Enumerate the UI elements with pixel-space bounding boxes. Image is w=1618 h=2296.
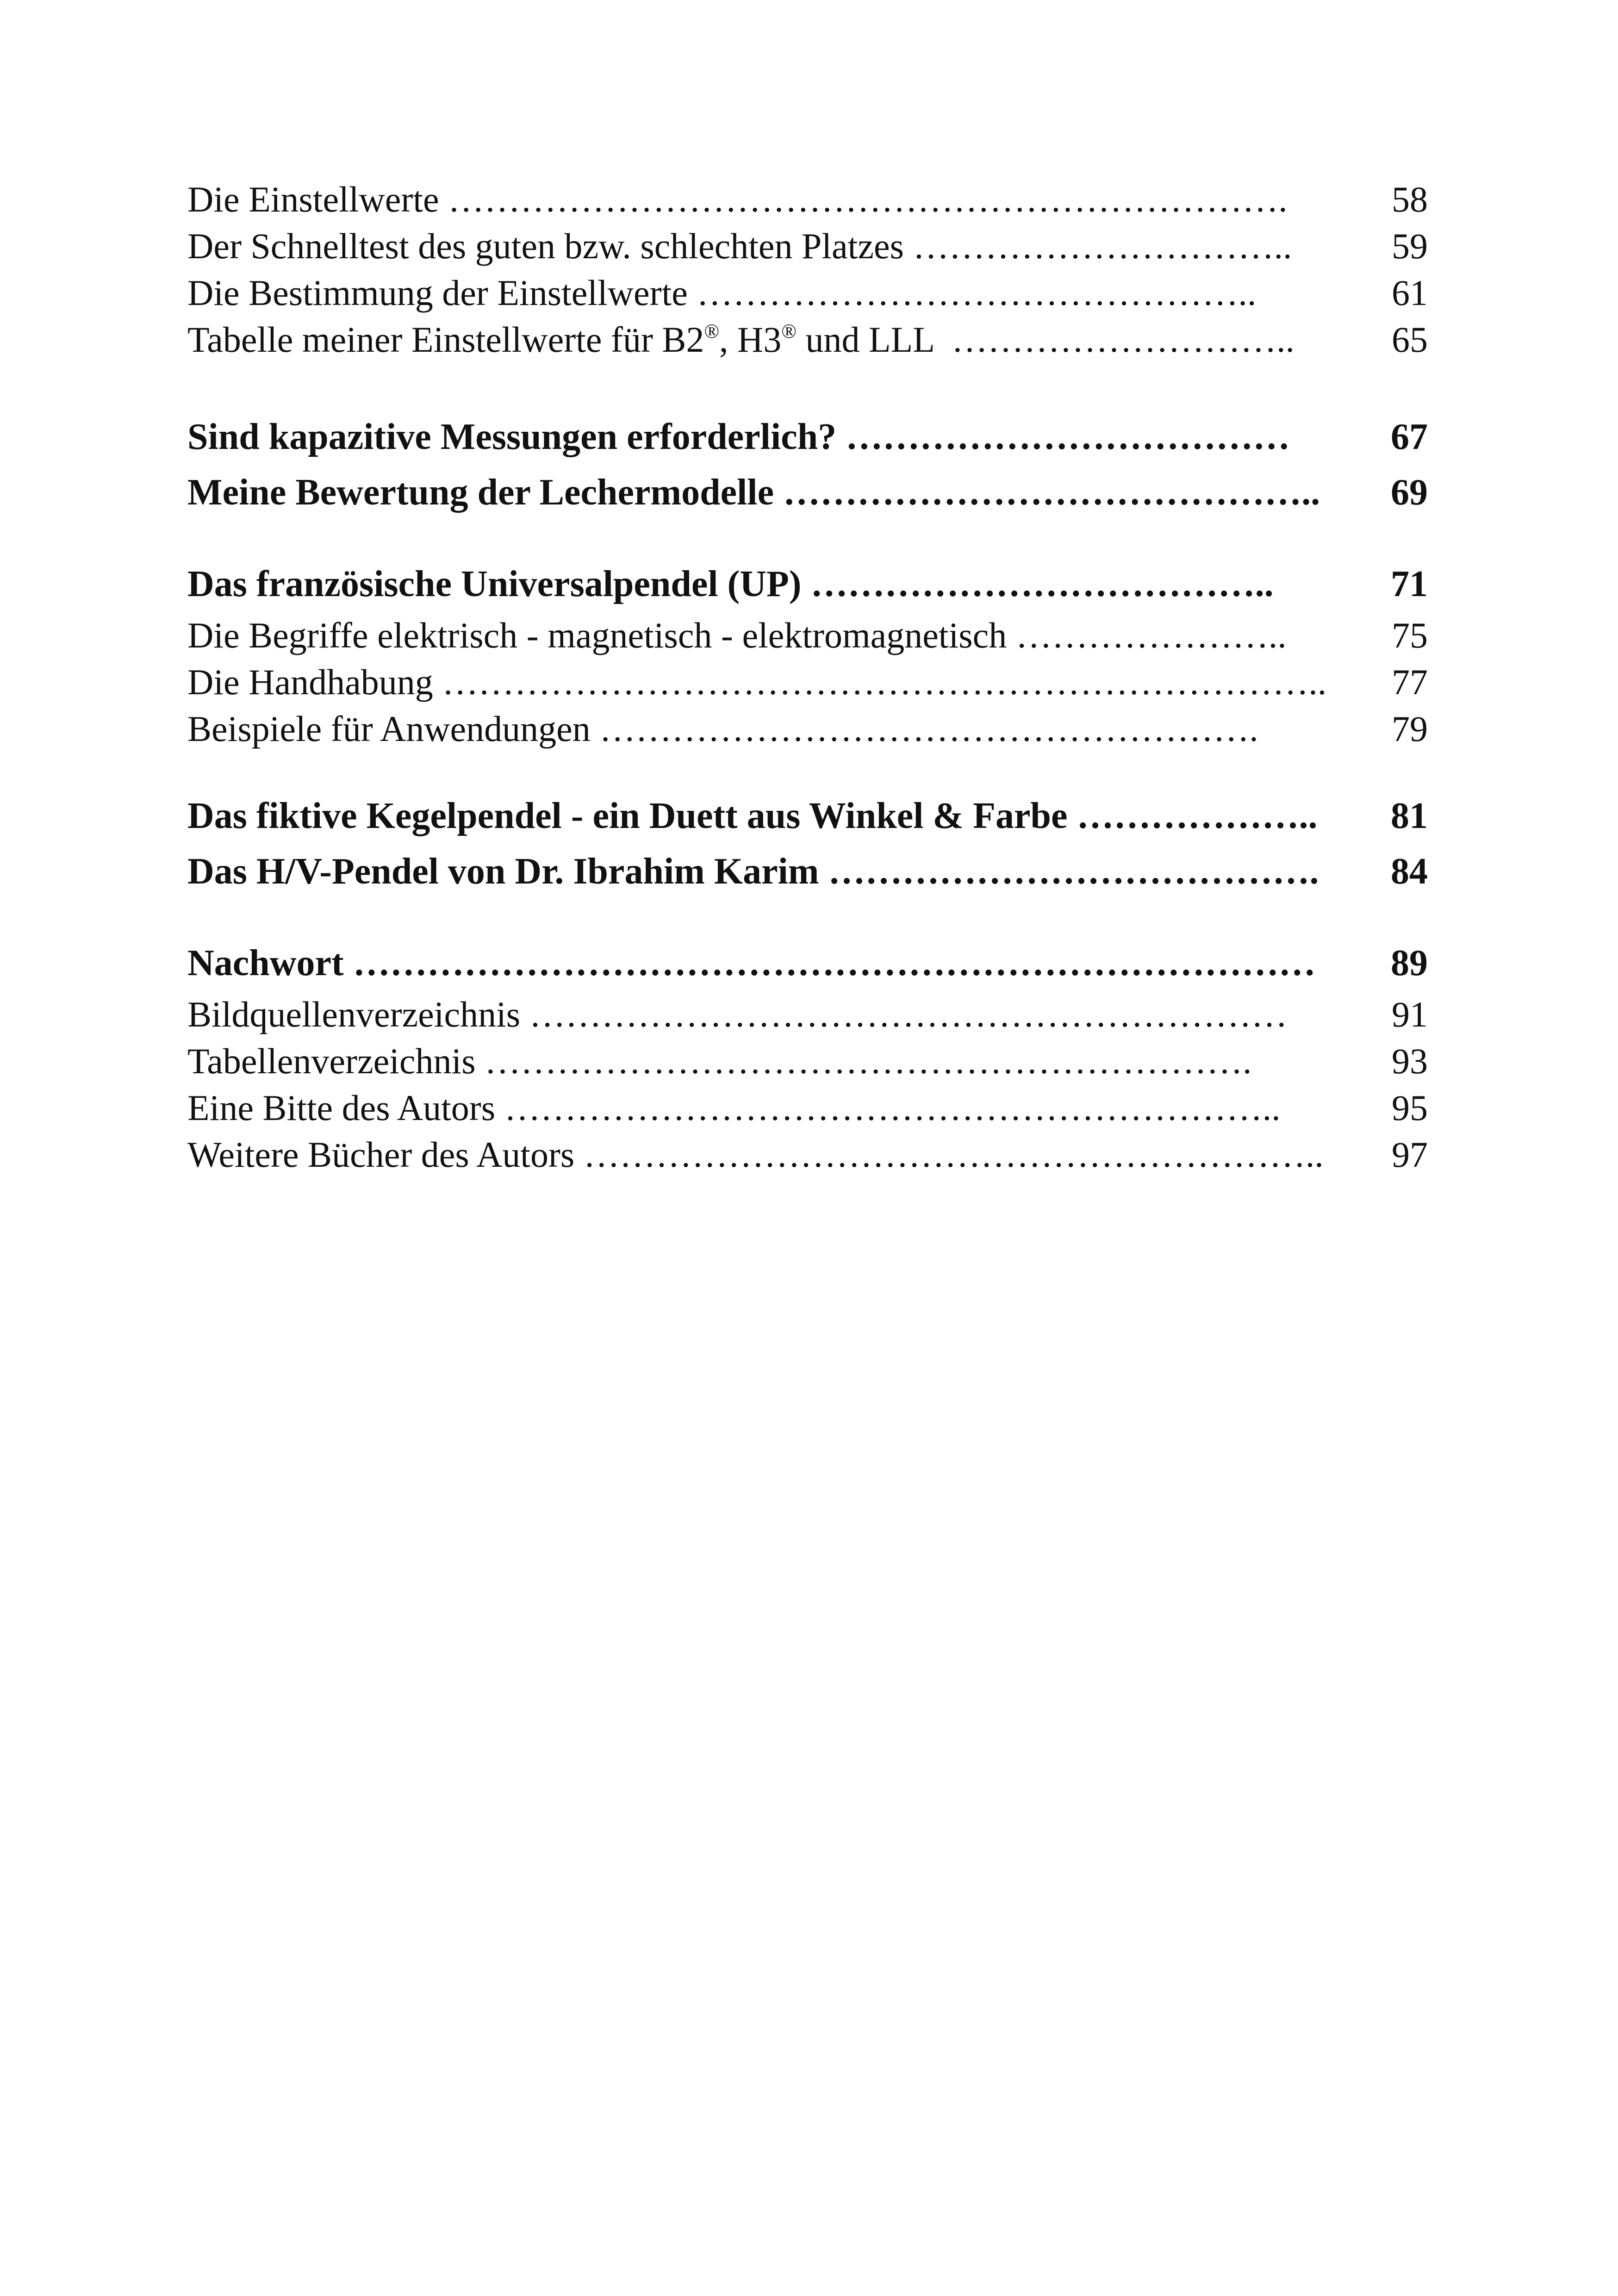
toc-chapter-entry (187, 409, 1428, 465)
toc-entry-page: 84 (1391, 851, 1428, 892)
registered-mark: ® (704, 320, 720, 342)
toc-chapter-entry (187, 465, 1428, 520)
toc-entry-title: Der Schnelltest des guten bzw. schlechten Platzes ………………………….. (187, 226, 1301, 266)
toc-entry-page: 77 (1392, 662, 1428, 702)
toc-entry-title: Das fiktive Kegelpendel - ein Duett aus Winkel & Farbe ……………….. (187, 796, 1327, 836)
toc-entry-page: 89 (1391, 943, 1428, 983)
toc-entry (187, 1084, 1428, 1131)
toc-chapter-entry (187, 844, 1428, 899)
toc-entry-page: 79 (1392, 709, 1428, 749)
toc-entry (187, 612, 1428, 659)
toc-entry (187, 659, 1428, 705)
toc-entry-title-part: , H3 (719, 319, 782, 360)
toc-entry-title: Sind kapazitive Messungen erforderlich? ……………………………… (187, 417, 1300, 457)
toc-entry-page: 95 (1392, 1088, 1428, 1128)
toc-entry (187, 991, 1428, 1038)
toc-entry-page: 59 (1392, 226, 1428, 266)
toc-entry (187, 705, 1428, 752)
section-gap (187, 520, 1428, 556)
toc-entry-title: Das französische Universalpendel (UP) ……………………………….. (187, 564, 1292, 604)
toc-entry-page: 93 (1392, 1041, 1428, 1081)
toc-entry-title: Die Bestimmung der Einstellwerte ……………………………………….. (187, 273, 1265, 313)
section-gap (187, 752, 1428, 788)
toc-entry-page: 81 (1391, 796, 1428, 836)
toc-entry-title-part: und LLL ……………………….. (796, 319, 1304, 360)
toc-entry-page: 67 (1391, 417, 1428, 457)
toc-entry-page: 75 (1392, 615, 1428, 655)
table-of-contents (187, 176, 1428, 1178)
toc-entry-title: Das H/V-Pendel von Dr. Ibrahim Karim …………………………………. (187, 851, 1328, 892)
toc-entry (187, 269, 1428, 316)
toc-chapter-entry (187, 788, 1428, 844)
toc-entry-page: 69 (1391, 472, 1428, 513)
toc-entry (187, 1038, 1428, 1084)
toc-chapter-entry (187, 556, 1428, 612)
toc-entry-title-part: Tabelle meiner Einstellwerte für B2 (187, 319, 704, 360)
section-gap (187, 899, 1428, 935)
toc-entry (187, 223, 1428, 269)
toc-entry (187, 1131, 1428, 1178)
toc-entry-page: 97 (1392, 1134, 1428, 1175)
toc-entry-page: 58 (1392, 179, 1428, 219)
toc-entry-page: 91 (1392, 994, 1428, 1034)
toc-entry-title (187, 316, 1304, 363)
toc-entry-page: 65 (1392, 319, 1428, 360)
section-gap (187, 363, 1428, 409)
registered-mark: ® (781, 320, 797, 342)
toc-entry-title: Die Begriffe elektrisch - magnetisch - elektromagnetisch ………………….. (187, 615, 1296, 655)
toc-chapter-entry (187, 935, 1428, 991)
toc-entry-title: Die Einstellwerte ……………………………………………………………. (187, 179, 1297, 219)
toc-entry (187, 176, 1428, 223)
toc-entry-title: Beispiele für Anwendungen ………………………………………………. (187, 709, 1268, 749)
toc-entry-page: 71 (1391, 564, 1428, 604)
toc-entry-title: Tabellenverzeichnis ………………………………………………………. (187, 1041, 1261, 1081)
toc-entry-title: Weitere Bücher des Autors …………………………………………………….. (187, 1134, 1333, 1175)
toc-entry-title: Bildquellenverzeichnis ……………………………………………………… (187, 994, 1297, 1034)
toc-entry-title: Die Handhabung ……………………………………………………………….. (187, 662, 1336, 702)
toc-entry-page: 61 (1392, 273, 1428, 313)
toc-entry-title: Nachwort …………………………………………………………………… (187, 943, 1325, 983)
toc-entry (187, 316, 1428, 363)
toc-entry-title: Meine Bewertung der Lechermodelle …………………………………….. (187, 472, 1330, 513)
toc-entry-title: Eine Bitte des Autors ……………………………………………………….. (187, 1088, 1299, 1128)
